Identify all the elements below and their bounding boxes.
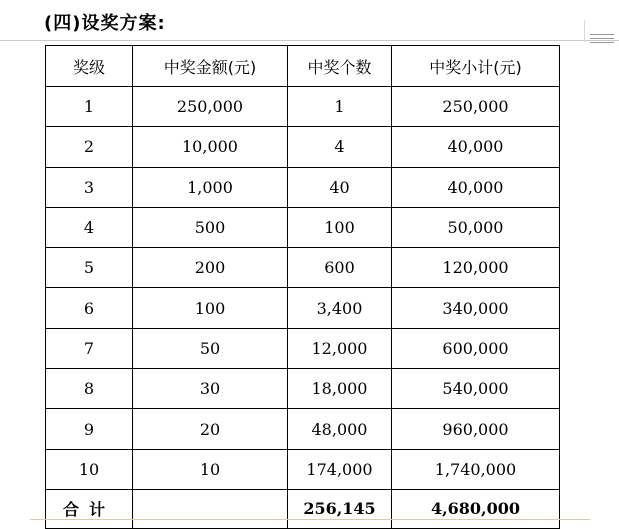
table-row	[46, 167, 560, 207]
cell-prize-subtotal: 250,000	[392, 87, 560, 127]
cell-prize-subtotal: 540,000	[392, 369, 560, 409]
cell-prize-amount: 30	[133, 369, 288, 409]
cell-prize-level: 3	[46, 167, 133, 207]
cell-prize-level: 2	[46, 127, 133, 167]
cell-prize-amount: 20	[133, 409, 288, 449]
total-label: 合计	[46, 489, 133, 528]
header-prize-count: 中奖个数	[288, 46, 392, 87]
cell-prize-count: 174,000	[288, 449, 392, 489]
table-row	[46, 369, 560, 409]
footer-rule	[30, 519, 590, 520]
cell-prize-count: 600	[288, 248, 392, 288]
cell-prize-count: 18,000	[288, 369, 392, 409]
cell-prize-amount: 100	[133, 288, 288, 328]
cell-prize-count: 3,400	[288, 288, 392, 328]
cell-prize-amount: 1,000	[133, 167, 288, 207]
table-row	[46, 328, 560, 368]
cell-prize-level: 6	[46, 288, 133, 328]
cell-prize-subtotal: 120,000	[392, 248, 560, 288]
cell-prize-subtotal: 40,000	[392, 127, 560, 167]
cell-prize-subtotal: 600,000	[392, 328, 560, 368]
cell-prize-amount: 250,000	[133, 87, 288, 127]
total-count: 256,145	[288, 489, 392, 528]
table-header-row	[46, 46, 560, 87]
cell-prize-level: 10	[46, 449, 133, 489]
cell-prize-level: 1	[46, 87, 133, 127]
cell-prize-amount: 200	[133, 248, 288, 288]
cell-prize-level: 9	[46, 409, 133, 449]
cell-prize-count: 12,000	[288, 328, 392, 368]
header-rule	[0, 40, 619, 41]
page-corner-mark	[590, 34, 614, 46]
cell-prize-subtotal: 40,000	[392, 167, 560, 207]
table-row	[46, 409, 560, 449]
cell-prize-amount: 10	[133, 449, 288, 489]
table-row	[46, 127, 560, 167]
total-subtotal: 4,680,000	[392, 489, 560, 528]
cell-prize-count: 48,000	[288, 409, 392, 449]
table-row	[46, 288, 560, 328]
cell-prize-amount: 10,000	[133, 127, 288, 167]
cell-prize-count: 100	[288, 207, 392, 247]
header-prize-amount: 中奖金额(元)	[133, 46, 288, 87]
cell-prize-count: 4	[288, 127, 392, 167]
cell-prize-level: 7	[46, 328, 133, 368]
cell-prize-amount: 50	[133, 328, 288, 368]
cell-prize-count: 1	[288, 87, 392, 127]
cell-prize-count: 40	[288, 167, 392, 207]
table-row	[46, 449, 560, 489]
table-row	[46, 87, 560, 127]
margin-rule	[584, 20, 585, 42]
header-prize-subtotal: 中奖小计(元)	[392, 46, 560, 87]
cell-prize-level: 4	[46, 207, 133, 247]
cell-prize-level: 5	[46, 248, 133, 288]
cell-prize-subtotal: 960,000	[392, 409, 560, 449]
cell-prize-subtotal: 1,740,000	[392, 449, 560, 489]
cell-prize-level: 8	[46, 369, 133, 409]
header-prize-level: 奖级	[46, 46, 133, 87]
cell-prize-subtotal: 340,000	[392, 288, 560, 328]
cell-prize-subtotal: 50,000	[392, 207, 560, 247]
table-row	[46, 207, 560, 247]
prize-table	[45, 45, 560, 529]
section-heading: (四)设奖方案:	[44, 13, 166, 34]
table-row	[46, 248, 560, 288]
cell-prize-amount: 500	[133, 207, 288, 247]
